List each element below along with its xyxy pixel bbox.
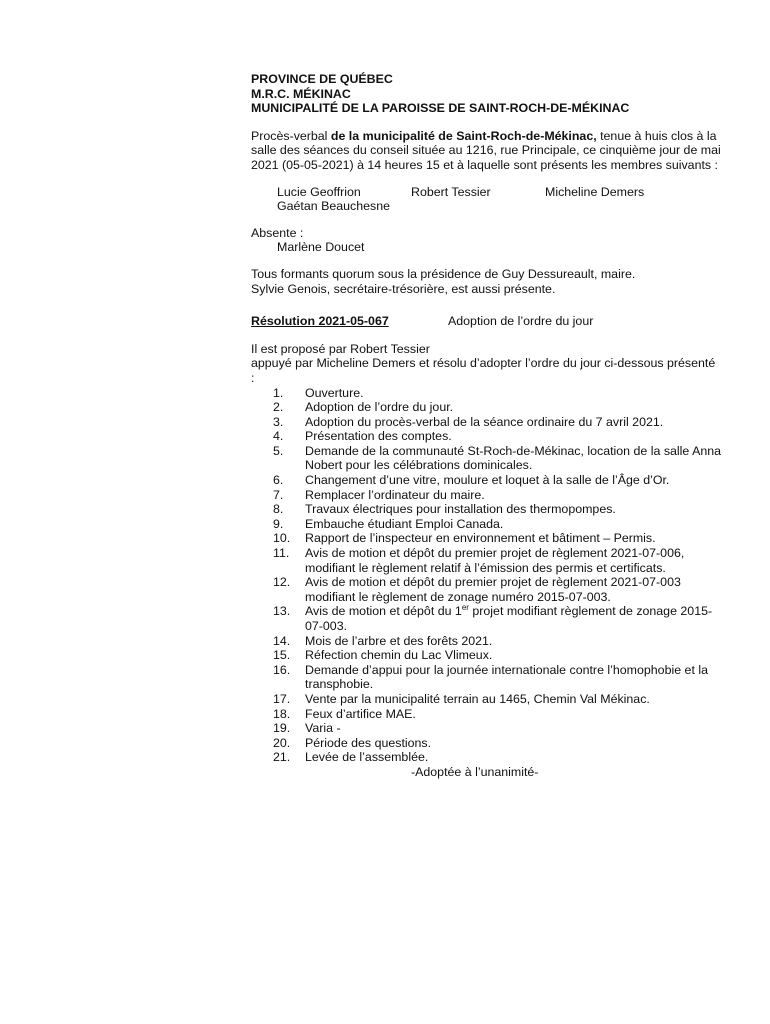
agenda-item-text: Demande de la communauté St-Roch-de-Mékinac, location de la salle Anna Nobert pour les célébrations dominicales. [305, 443, 722, 473]
agenda-item-number: 20. [273, 735, 291, 750]
absent-section [251, 226, 721, 255]
agenda-item [251, 721, 721, 736]
agenda-item-text: Avis de motion et dépôt du premier projet de règlement 2021-07-006, modifiant le règlement relatif à l’émission des permis et certificats. [305, 546, 685, 575]
header-municipality: MUNICIPALITÉ DE LA PAROISSE DE SAINT-ROCH-DE-MÉKINAC [251, 101, 630, 116]
agenda-item [251, 502, 721, 517]
intro-bold: de la municipalité de Saint-Roch-de-Mékinac, [330, 128, 597, 143]
agenda-item-text: Travaux électriques pour installation des thermopompes. [305, 502, 616, 517]
secretary-line: Sylvie Genois, secrétaire-trésorière, est aussi présente. [251, 281, 556, 296]
agenda-item [251, 692, 721, 707]
agenda-item-number: 6. [273, 473, 284, 488]
agenda-item-text: Vente par la municipalité terrain au 1465, Chemin Val Mékinac. [305, 691, 650, 706]
ordinal-superscript: er [461, 603, 469, 613]
document-page [251, 72, 721, 780]
agenda-item-text: Ouverture. [305, 385, 364, 400]
agenda-item-text: Avis de motion et dépôt du premier projet de règlement 2021-07-003 modifiant le règlement de zonage numéro 2015-07-003. [305, 575, 681, 604]
intro-prefix: Procès-verbal [251, 128, 331, 143]
agenda-item-number: 3. [273, 414, 284, 429]
agenda-item-text-part: Avis de motion et dépôt du 1 [305, 604, 462, 619]
agenda-item-number: 19. [273, 721, 291, 736]
agenda-item [251, 546, 721, 575]
agenda-item [251, 575, 721, 604]
agenda-item-text: Changement d’une vitre, moulure et loquet à la salle de l’Âge d’Or. [305, 473, 670, 488]
agenda-item-number: 1. [273, 385, 284, 400]
agenda-item-number: 12. [273, 575, 291, 590]
agenda-item-number: 4. [273, 429, 284, 444]
header-mrc: M.R.C. MÉKINAC [251, 86, 351, 101]
agenda-item [251, 400, 721, 415]
agenda-item [251, 444, 721, 473]
agenda-item-number: 16. [273, 662, 291, 677]
agenda-item-number: 9. [273, 516, 284, 531]
agenda-item-text: Feux d’artifice MAE. [305, 706, 416, 721]
agenda-item-text: Présentation des comptes. [305, 429, 452, 444]
agenda-item [251, 386, 721, 401]
absent-name: Marlène Doucet [277, 240, 365, 255]
agenda-item-text: Varia - [305, 721, 341, 736]
agenda-item [251, 750, 721, 765]
member-name: Lucie Geoffrion [277, 184, 361, 199]
agenda-item-number: 17. [273, 691, 291, 706]
header-province: PROVINCE DE QUÉBEC [251, 72, 393, 86]
agenda-item-number: 14. [273, 633, 291, 648]
quorum-section [251, 267, 721, 296]
agenda-item [251, 634, 721, 649]
resolution-heading [251, 314, 721, 329]
agenda-item [251, 531, 721, 546]
agenda-item-text: Levée de l’assemblée. [305, 750, 429, 765]
agenda-item-number: 18. [273, 706, 291, 721]
agenda-item-text: Demande d’appui pour la journée internationale contre l’homophobie et la transphobie. [305, 662, 708, 692]
seconded-line: appuyé par Micheline Demers et résolu d’adopter l’ordre du jour ci-dessous présenté : [251, 356, 716, 385]
agenda-item-number: 2. [273, 400, 284, 415]
agenda-item-text-part: projet modifiant règlement de zonage 2015-07-003. [305, 604, 713, 633]
agenda-item [251, 488, 721, 503]
agenda-item-number: 7. [273, 487, 284, 502]
absent-label: Absente : [251, 225, 304, 240]
proposal-line: Il est proposé par Robert Tessier [251, 341, 430, 356]
agenda-item [251, 707, 721, 722]
agenda-item-text: Adoption de l’ordre du jour. [305, 400, 454, 415]
agenda-item-text [305, 604, 721, 633]
agenda-item-text: Période des questions. [305, 735, 432, 750]
adoption-note: -Adoptée à l’unanimité- [411, 764, 539, 779]
members-list [251, 185, 721, 214]
agenda-item-text: Mois de l’arbre et des forêts 2021. [305, 633, 493, 648]
member-name: Micheline Demers [545, 184, 645, 199]
proposal-section [251, 342, 721, 386]
agenda-item [251, 415, 721, 430]
intro-paragraph [251, 129, 721, 173]
quorum-line: Tous formants quorum sous la présidence de Guy Dessureault, maire. [251, 266, 636, 281]
agenda-item-text: Adoption du procès-verbal de la séance ordinaire du 7 avril 2021. [305, 414, 664, 429]
agenda-item-text: Remplacer l’ordinateur du maire. [305, 487, 485, 502]
agenda-item [251, 473, 721, 488]
agenda-item-number: 5. [273, 443, 284, 458]
agenda-item-text: Réfection chemin du Lac Vlimeux. [305, 648, 493, 663]
resolution-number: Résolution 2021-05-067 [251, 314, 389, 329]
agenda-item-number: 8. [273, 502, 284, 517]
agenda-item-number: 15. [273, 648, 291, 663]
member-name: Robert Tessier [411, 184, 491, 199]
agenda-item [251, 429, 721, 444]
agenda-item [251, 648, 721, 663]
agenda-item-number: 13. [273, 604, 291, 619]
agenda-item [251, 663, 721, 692]
agenda-item-text: Embauche étudiant Emploi Canada. [305, 516, 504, 531]
agenda-item-number: 11. [273, 546, 290, 561]
agenda-item-number: 10. [273, 531, 291, 546]
agenda-item [251, 604, 721, 633]
agenda-item [251, 736, 721, 751]
resolution-title: Adoption de l’ordre du jour [448, 314, 594, 329]
agenda-item-number: 21. [273, 750, 291, 765]
intro-rest: tenue à huis clos à la salle des séances du conseil située au 1216, rue Principale, ce cinquième jour de mai 2021 (05-05-2021) à 14 heures 15 et à laquelle sont présents les membres suivants : [251, 128, 721, 172]
agenda-list [251, 386, 721, 765]
agenda-item [251, 517, 721, 532]
member-name: Gaétan Beauchesne [277, 199, 390, 214]
agenda-item-text: Rapport de l’inspecteur en environnement et bâtiment – Permis. [305, 531, 656, 546]
document-header [251, 72, 721, 116]
